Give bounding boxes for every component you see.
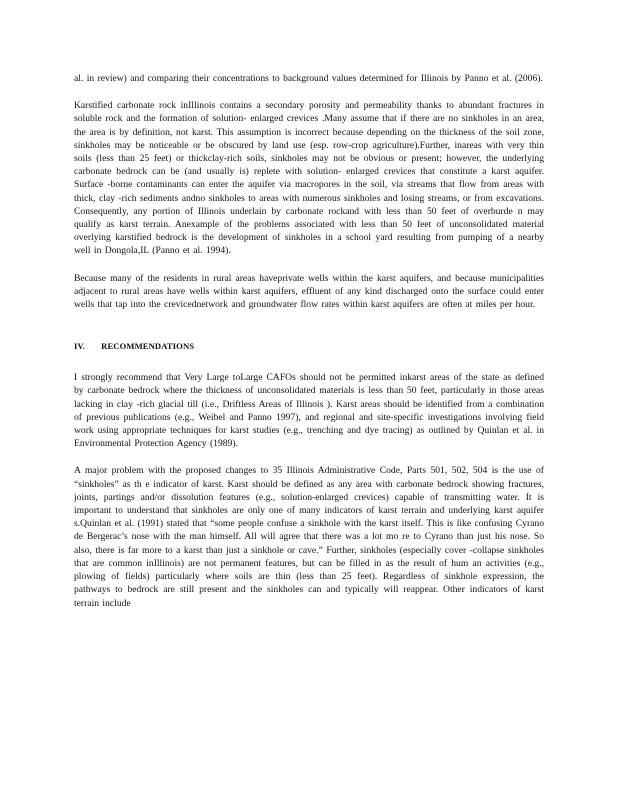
section-number: IV.: [74, 341, 85, 352]
paragraph-recommendation: I strongly recommend that Very Large toLarge CAFOs should not be permitted inkarst areas of the state as defined by carbonate bedrock where the thickness of unconsolidated materials is less than 50 feet, particularly in those areas lacking in clay -rich glacial till (i.e., Driftless Areas of Illinois ). Karst areas should be identified from a combination of previous publications (e.g., Weibel and Panno 1997), and regional and site-specific investigations involving field work using appropriate techniques for karst studies (e.g., trenching and dye tracing) as outlined by Quinlan et al. in Environmental Protection Agency (1989).: [74, 372, 544, 450]
section-heading: [74, 341, 544, 351]
paragraph-karst-carbonate: Karstified carbonate rock inIllinois contains a secondary porosity and permeability thanks to abundant fractures in soluble rock and the formation of solution- enlarged crevices .Many assume that if there are no sinkholes in an area, the area is by definition, not karst. This assumption is incorrect because depending on the thickness of the soil zone, sinkholes may be noticeable or be obscured by land use (esp. row-crop agriculture).Further, inareas with very thin soils (less than 25 feet) or thickclay-rich soils, sinkholes may not be obvious or present; however, the underlying carbonate bedrock can be (and usually is) replete with solution- enlarged crevices that constitute a karst aquifer. Surface -borne contaminants can enter the aquifer via macropores in the soil, via streams that flow from areas with thick, clay -rich sediments andno sinkholes to areas with numerous sinkholes and losing streams, or from excavations. Consequently, any portion of Illinois underlain by carbonate rockand with less than 50 feet of overburde n may qualify as karst terrain. Anexample of the problems associated with less than 50 feet of unconsolidated material overlying karstified bedrock is the development of sinkholes in a school yard resulting from pumping of a nearby well in Dongola,IL (Panno et al. 1994).: [74, 100, 544, 257]
document-page: [74, 72, 544, 610]
paragraph-rural-residents: Because many of the residents in rural areas haveprivate wells within the karst aquifers, and because municipalities adjacent to rural areas have wells within karst aquifers, effluent of any kind discharged onto the surface could enter wells that tap into the crevicednetwork and groundwater flow rates within karst aquifers are often at miles per hour.: [74, 272, 544, 311]
section-title: RECOMMENDATIONS: [101, 341, 195, 352]
paragraph-intro: al. in review) and comparing their concentrations to background values determined for Illinois by Panno et al. (2006).: [74, 73, 543, 84]
paragraph-sinkhole-problem: A major problem with the proposed changes to 35 Illinois Administrative Code, Parts 501, 502, 504 is the use of “sinkholes” as th e indicator of karst. Karst should be defined as any area with carbonate bedrock showing fractures, joints, partings and/or dissolution features (e.g., solution-enlarged crevices) capable of transmitting water. It is important to understand that sinkholes are only one of many indicators of karst terrain and underlying karst aquifer s.Quinlan et al. (1991) stated that “some people confuse a sinkhole with the karst itself. This is like confusing Cyrano de Bergerac’s nose with the man himself. All will agree that there was a lot mo re to Cyrano than just his nose. So also, there is far more to a karst than just a sinkhole or cave.” Further, sinkholes (especially cover -collapse sinkholes that are common inIllinois) are not permanent features, but can be filled in as the result of hum an activities (e.g., plowing of fields) particularly where soils are thin (less than 25 feet). Regardless of sinkhole expression, the pathways to bedrock are still present and the sinkholes can and typically will reappear. Other indicators of karst terrain include: [74, 465, 544, 609]
